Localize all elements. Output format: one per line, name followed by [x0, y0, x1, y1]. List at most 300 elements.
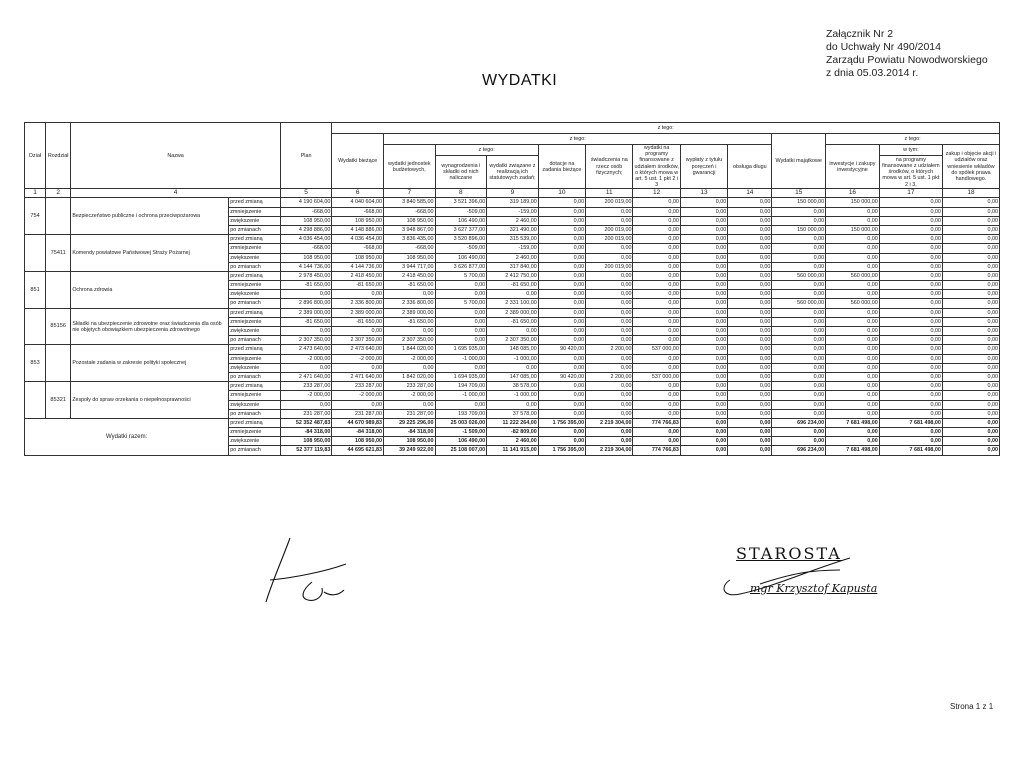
value-cell: 0,00: [435, 308, 487, 317]
value-cell: 0,00: [586, 253, 633, 262]
value-cell: 2 473 640,00: [280, 345, 332, 354]
row-label: zwiększenie: [229, 327, 281, 336]
value-cell: 0,00: [772, 400, 826, 409]
total-value-cell: 108 950,00: [383, 437, 435, 446]
column-number: 1: [25, 189, 46, 198]
value-cell: 0,00: [772, 336, 826, 345]
total-value-cell: 1 756 395,00: [538, 446, 585, 455]
total-value-cell: -84 318,00: [280, 428, 332, 437]
value-cell: -668,00: [332, 207, 384, 216]
value-cell: 0,00: [435, 317, 487, 326]
value-cell: 0,00: [728, 244, 772, 253]
value-cell: -81 650,00: [487, 281, 539, 290]
dzial-cell: [25, 235, 46, 272]
row-label: zmniejszenie: [229, 317, 281, 326]
row-label: zmniejszenie: [229, 391, 281, 400]
table-row: [25, 382, 1000, 391]
col-wydatki-zwiazane: wydatki związane z realizacją ich statutowych zadań;: [487, 156, 539, 189]
value-cell: 4 144 736,00: [280, 262, 332, 271]
value-cell: 0,00: [383, 290, 435, 299]
value-cell: 0,00: [728, 290, 772, 299]
value-cell: 0,00: [942, 290, 999, 299]
value-cell: 0,00: [332, 327, 384, 336]
column-number: 8: [435, 189, 487, 198]
value-cell: 0,00: [586, 281, 633, 290]
value-cell: 0,00: [772, 290, 826, 299]
value-cell: 0,00: [633, 253, 680, 262]
value-cell: 0,00: [879, 345, 942, 354]
value-cell: 0,00: [826, 327, 880, 336]
value-cell: 0,00: [487, 363, 539, 372]
col-wydatki-jednostek: wydatki jednostek budżetowych,: [383, 145, 435, 189]
value-cell: 0,00: [879, 391, 942, 400]
value-cell: 0,00: [942, 207, 999, 216]
table-body: [25, 198, 1000, 419]
total-value-cell: 7 681 498,00: [879, 446, 942, 455]
value-cell: -2 000,00: [332, 391, 384, 400]
value-cell: 0,00: [586, 391, 633, 400]
value-cell: 0,00: [728, 354, 772, 363]
value-cell: -2 000,00: [383, 354, 435, 363]
value-cell: 150 000,00: [772, 198, 826, 207]
value-cell: 0,00: [879, 400, 942, 409]
table-row: [25, 271, 1000, 280]
row-label: po zmianach: [229, 299, 281, 308]
value-cell: 0,00: [633, 336, 680, 345]
value-cell: 0,00: [826, 382, 880, 391]
col-wyplaty: wypłaty z tytułu poręczeń i gwarancji: [680, 145, 727, 189]
value-cell: -1 000,00: [487, 391, 539, 400]
value-cell: 0,00: [879, 336, 942, 345]
value-cell: 0,00: [680, 354, 727, 363]
value-cell: 233 287,00: [383, 382, 435, 391]
row-label: zmniejszenie: [229, 354, 281, 363]
value-cell: 0,00: [332, 290, 384, 299]
value-cell: 0,00: [942, 400, 999, 409]
value-cell: 1 842 020,00: [383, 372, 435, 381]
value-cell: 150 000,00: [826, 198, 880, 207]
total-value-cell: 0,00: [942, 446, 999, 455]
value-cell: 0,00: [633, 391, 680, 400]
value-cell: 0,00: [942, 235, 999, 244]
value-cell: 0,00: [728, 235, 772, 244]
total-value-cell: -84 318,00: [332, 428, 384, 437]
value-cell: 2 471 640,00: [332, 372, 384, 381]
value-cell: 0,00: [728, 327, 772, 336]
total-value-cell: 0,00: [942, 428, 999, 437]
value-cell: 4 036 454,00: [280, 235, 332, 244]
value-cell: 0,00: [538, 391, 585, 400]
rozdzial-cell: [46, 198, 71, 235]
value-cell: 0,00: [879, 271, 942, 280]
total-value-cell: 25 108 007,00: [435, 446, 487, 455]
value-cell: 0,00: [826, 409, 880, 418]
column-number: 7: [383, 189, 435, 198]
value-cell: 560 000,00: [826, 271, 880, 280]
value-cell: 148 085,00: [487, 345, 539, 354]
col-swiadczenia: świadczenia na rzecz osób fizycznych;: [586, 145, 633, 189]
value-cell: 0,00: [435, 281, 487, 290]
value-cell: -81 650,00: [332, 317, 384, 326]
value-cell: 0,00: [680, 317, 727, 326]
value-cell: 0,00: [538, 253, 585, 262]
value-cell: 0,00: [728, 253, 772, 262]
row-label: przed zmianą: [229, 271, 281, 280]
row-label: przed zmianą: [229, 198, 281, 207]
value-cell: 0,00: [772, 207, 826, 216]
value-cell: 0,00: [772, 391, 826, 400]
value-cell: 0,00: [728, 382, 772, 391]
value-cell: 231 287,00: [383, 409, 435, 418]
value-cell: 0,00: [826, 235, 880, 244]
z-tego-top: z tego:: [332, 123, 1000, 134]
column-number: 5: [280, 189, 332, 198]
value-cell: 0,00: [383, 363, 435, 372]
value-cell: 0,00: [680, 244, 727, 253]
value-cell: 106 490,00: [435, 253, 487, 262]
value-cell: 0,00: [633, 382, 680, 391]
value-cell: 0,00: [680, 216, 727, 225]
value-cell: 0,00: [633, 235, 680, 244]
row-label: zmniejszenie: [229, 281, 281, 290]
value-cell: 2 418 450,00: [332, 271, 384, 280]
value-cell: 0,00: [826, 317, 880, 326]
value-cell: 147 085,00: [487, 372, 539, 381]
value-cell: 0,00: [942, 299, 999, 308]
value-cell: 0,00: [772, 327, 826, 336]
value-cell: 0,00: [772, 235, 826, 244]
total-value-cell: 52 377 119,83: [280, 446, 332, 455]
value-cell: 0,00: [942, 382, 999, 391]
value-cell: 0,00: [942, 409, 999, 418]
rozdzial-cell: 85156: [46, 308, 71, 345]
value-cell: 0,00: [633, 363, 680, 372]
col-wydatki-biezace: Wydatki bieżące: [332, 134, 384, 189]
value-cell: 0,00: [826, 290, 880, 299]
value-cell: 90 420,00: [538, 345, 585, 354]
value-cell: 0,00: [826, 281, 880, 290]
total-value-cell: 696 234,00: [772, 446, 826, 455]
value-cell: 321 490,00: [487, 225, 539, 234]
column-number: 2: [46, 189, 71, 198]
value-cell: 1 844 020,00: [383, 345, 435, 354]
value-cell: 0,00: [826, 400, 880, 409]
value-cell: 4 190 604,00: [280, 198, 332, 207]
value-cell: 108 950,00: [280, 216, 332, 225]
value-cell: 0,00: [728, 299, 772, 308]
value-cell: 108 950,00: [280, 253, 332, 262]
row-label: po zmianach: [229, 336, 281, 345]
value-cell: 0,00: [538, 336, 585, 345]
value-cell: 0,00: [728, 400, 772, 409]
value-cell: 0,00: [680, 290, 727, 299]
value-cell: 0,00: [942, 391, 999, 400]
value-cell: 0,00: [633, 308, 680, 317]
value-cell: 0,00: [826, 244, 880, 253]
row-label: po zmianach: [229, 262, 281, 271]
value-cell: 1 695 935,00: [435, 345, 487, 354]
value-cell: 0,00: [772, 354, 826, 363]
value-cell: -668,00: [280, 207, 332, 216]
row-label: przed zmianą: [229, 235, 281, 244]
total-value-cell: 0,00: [772, 437, 826, 446]
row-label: przed zmianą: [229, 308, 281, 317]
attachment-line-1: Załącznik Nr 2: [826, 28, 894, 40]
value-cell: 0,00: [879, 253, 942, 262]
value-cell: 2 307 350,00: [383, 336, 435, 345]
value-cell: -1 000,00: [435, 354, 487, 363]
value-cell: 0,00: [826, 253, 880, 262]
value-cell: 0,00: [633, 327, 680, 336]
stamp-title: STAROSTA: [736, 544, 842, 563]
value-cell: 0,00: [633, 317, 680, 326]
value-cell: 0,00: [772, 317, 826, 326]
col-obsluga: obsługa długu: [728, 145, 772, 189]
value-cell: 90 420,00: [538, 372, 585, 381]
value-cell: 0,00: [772, 281, 826, 290]
value-cell: -509,00: [435, 244, 487, 253]
value-cell: 0,00: [538, 281, 585, 290]
value-cell: 2 331 100,00: [487, 299, 539, 308]
col-dotacje: dotacje na zadania bieżące: [538, 145, 585, 189]
row-label: zwiększenie: [229, 400, 281, 409]
col-dzial: Dział: [25, 123, 46, 189]
value-cell: -2 000,00: [280, 354, 332, 363]
total-value-cell: 774 766,83: [633, 446, 680, 455]
value-cell: 0,00: [879, 409, 942, 418]
value-cell: 4 298 886,00: [280, 225, 332, 234]
value-cell: 0,00: [633, 281, 680, 290]
row-label: zwiększenie: [229, 363, 281, 372]
value-cell: -81 650,00: [487, 317, 539, 326]
value-cell: 0,00: [435, 290, 487, 299]
value-cell: 0,00: [772, 244, 826, 253]
value-cell: 108 950,00: [383, 253, 435, 262]
total-value-cell: 0,00: [826, 428, 880, 437]
value-cell: -2 000,00: [332, 354, 384, 363]
total-value-cell: 1 756 395,00: [538, 418, 585, 427]
value-cell: 0,00: [772, 409, 826, 418]
total-value-cell: 0,00: [879, 428, 942, 437]
value-cell: 0,00: [942, 253, 999, 262]
total-value-cell: 11 222 264,00: [487, 418, 539, 427]
col-nazwa: Nazwa: [71, 123, 281, 189]
value-cell: 0,00: [728, 345, 772, 354]
value-cell: 0,00: [538, 198, 585, 207]
value-cell: 2 389 000,00: [332, 308, 384, 317]
value-cell: 108 950,00: [332, 216, 384, 225]
value-cell: -81 650,00: [383, 281, 435, 290]
value-cell: 0,00: [280, 327, 332, 336]
column-number: 15: [772, 189, 826, 198]
value-cell: 3 840 585,00: [383, 198, 435, 207]
column-number: 9: [487, 189, 539, 198]
value-cell: 0,00: [680, 345, 727, 354]
value-cell: 0,00: [633, 400, 680, 409]
value-cell: 0,00: [538, 207, 585, 216]
total-value-cell: -1 509,00: [435, 428, 487, 437]
value-cell: 0,00: [633, 354, 680, 363]
value-cell: 0,00: [633, 207, 680, 216]
value-cell: 2 896 800,00: [280, 299, 332, 308]
dzial-cell: [25, 382, 46, 419]
value-cell: 0,00: [728, 336, 772, 345]
value-cell: 0,00: [538, 225, 585, 234]
value-cell: -2 000,00: [383, 391, 435, 400]
value-cell: 317 840,00: [487, 262, 539, 271]
value-cell: 0,00: [633, 299, 680, 308]
value-cell: 0,00: [826, 363, 880, 372]
value-cell: 0,00: [826, 308, 880, 317]
value-cell: 0,00: [728, 409, 772, 418]
attachment-line-3: Zarządu Powiatu Nowodworskiego: [826, 54, 988, 66]
value-cell: 0,00: [538, 400, 585, 409]
value-cell: 0,00: [680, 400, 727, 409]
total-value-cell: 7 681 498,00: [826, 446, 880, 455]
value-cell: 0,00: [728, 391, 772, 400]
value-cell: 0,00: [680, 253, 727, 262]
value-cell: 0,00: [879, 308, 942, 317]
value-cell: 0,00: [879, 262, 942, 271]
total-value-cell: 0,00: [772, 428, 826, 437]
value-cell: 3 948 867,00: [383, 225, 435, 234]
total-value-cell: -84 318,00: [383, 428, 435, 437]
row-label: przed zmianą: [229, 418, 281, 427]
value-cell: 0,00: [680, 262, 727, 271]
value-cell: 0,00: [826, 207, 880, 216]
value-cell: 0,00: [633, 409, 680, 418]
value-cell: 0,00: [879, 207, 942, 216]
value-cell: 0,00: [487, 400, 539, 409]
z-tego-majatkowe: z tego:: [826, 134, 1000, 145]
value-cell: 0,00: [538, 382, 585, 391]
value-cell: 233 287,00: [332, 382, 384, 391]
value-cell: 0,00: [633, 262, 680, 271]
value-cell: -668,00: [383, 207, 435, 216]
value-cell: 319 189,00: [487, 198, 539, 207]
table-row: [25, 235, 1000, 244]
row-label: zwiększenie: [229, 290, 281, 299]
column-numbers-row: [25, 189, 1000, 198]
total-value-cell: 0,00: [728, 418, 772, 427]
table-row: [25, 198, 1000, 207]
rozdzial-cell: 85321: [46, 382, 71, 419]
row-label: zwiększenie: [229, 437, 281, 446]
value-cell: 0,00: [680, 409, 727, 418]
value-cell: 193 709,00: [435, 409, 487, 418]
table-head: [25, 123, 1000, 189]
value-cell: 0,00: [538, 409, 585, 418]
value-cell: 0,00: [879, 290, 942, 299]
value-cell: 0,00: [728, 317, 772, 326]
value-cell: 0,00: [942, 262, 999, 271]
total-value-cell: 0,00: [942, 418, 999, 427]
column-number: 13: [680, 189, 727, 198]
value-cell: 0,00: [772, 253, 826, 262]
value-cell: 233 287,00: [280, 382, 332, 391]
total-value-cell: 0,00: [826, 437, 880, 446]
value-cell: 200 019,00: [586, 235, 633, 244]
value-cell: 0,00: [728, 216, 772, 225]
row-label: zmniejszenie: [229, 428, 281, 437]
handwritten-signature: [252, 520, 362, 610]
total-value-cell: 0,00: [538, 428, 585, 437]
value-cell: 0,00: [728, 262, 772, 271]
value-cell: 0,00: [942, 327, 999, 336]
value-cell: 560 000,00: [772, 271, 826, 280]
table-row: [25, 308, 1000, 317]
value-cell: 0,00: [680, 235, 727, 244]
value-cell: 0,00: [826, 216, 880, 225]
table-row: [25, 345, 1000, 354]
value-cell: 0,00: [942, 244, 999, 253]
rozdzial-cell: 75411: [46, 235, 71, 272]
value-cell: 2 473 640,00: [332, 345, 384, 354]
value-cell: 0,00: [879, 281, 942, 290]
value-cell: 0,00: [680, 372, 727, 381]
total-value-cell: 0,00: [633, 428, 680, 437]
dzial-cell: [25, 308, 46, 345]
value-cell: -668,00: [280, 244, 332, 253]
total-value-cell: 0,00: [586, 428, 633, 437]
value-cell: 0,00: [680, 281, 727, 290]
col-wydatki-programy: wydatki na programy finansowane z udziałem środków, o których mowa w art. 5 ust. 1 pkt 2 i 3: [634, 145, 679, 189]
value-cell: 560 000,00: [826, 299, 880, 308]
value-cell: 0,00: [728, 308, 772, 317]
value-cell: 0,00: [586, 299, 633, 308]
nazwa-cell: Komendy powiatowe Państwowej Straży Pożarnej: [71, 235, 229, 272]
dzial-cell: 754: [25, 198, 46, 235]
row-label: zmniejszenie: [229, 244, 281, 253]
total-value-cell: -82 809,00: [487, 428, 539, 437]
value-cell: 0,00: [435, 327, 487, 336]
value-cell: -2 000,00: [280, 391, 332, 400]
value-cell: 0,00: [633, 216, 680, 225]
total-value-cell: 0,00: [680, 418, 727, 427]
total-value-cell: 11 141 915,00: [487, 446, 539, 455]
value-cell: 2 200,00: [586, 372, 633, 381]
row-label: zmniejszenie: [229, 207, 281, 216]
row-label: przed zmianą: [229, 345, 281, 354]
value-cell: 4 040 604,00: [332, 198, 384, 207]
dzial-cell: 851: [25, 271, 46, 308]
col-zakup: zakup i objęcie akcji i udziałów oraz wniesienie wkładów do spółek prawa handlowego.: [942, 145, 999, 189]
attachment-line-4: z dnia 05.03.2014 r.: [826, 67, 919, 79]
total-value-cell: 0,00: [586, 437, 633, 446]
value-cell: 108 950,00: [383, 216, 435, 225]
value-cell: 5 700,00: [435, 271, 487, 280]
total-value-cell: 44 695 621,83: [332, 446, 384, 455]
value-cell: 0,00: [435, 363, 487, 372]
column-number: 4: [71, 189, 281, 198]
value-cell: 0,00: [383, 327, 435, 336]
value-cell: 0,00: [772, 308, 826, 317]
value-cell: 0,00: [680, 363, 727, 372]
total-value-cell: 0,00: [728, 446, 772, 455]
value-cell: 0,00: [680, 198, 727, 207]
value-cell: 200 019,00: [586, 262, 633, 271]
value-cell: 0,00: [879, 244, 942, 253]
column-number: 16: [826, 189, 880, 198]
value-cell: 2 389 000,00: [280, 308, 332, 317]
z-tego-jednostek: z tego:: [435, 145, 538, 156]
col-rozdzial: Rozdział: [46, 123, 71, 189]
value-cell: 0,00: [879, 327, 942, 336]
value-cell: 0,00: [538, 262, 585, 271]
value-cell: 0,00: [586, 290, 633, 299]
value-cell: 0,00: [942, 372, 999, 381]
value-cell: 0,00: [772, 216, 826, 225]
